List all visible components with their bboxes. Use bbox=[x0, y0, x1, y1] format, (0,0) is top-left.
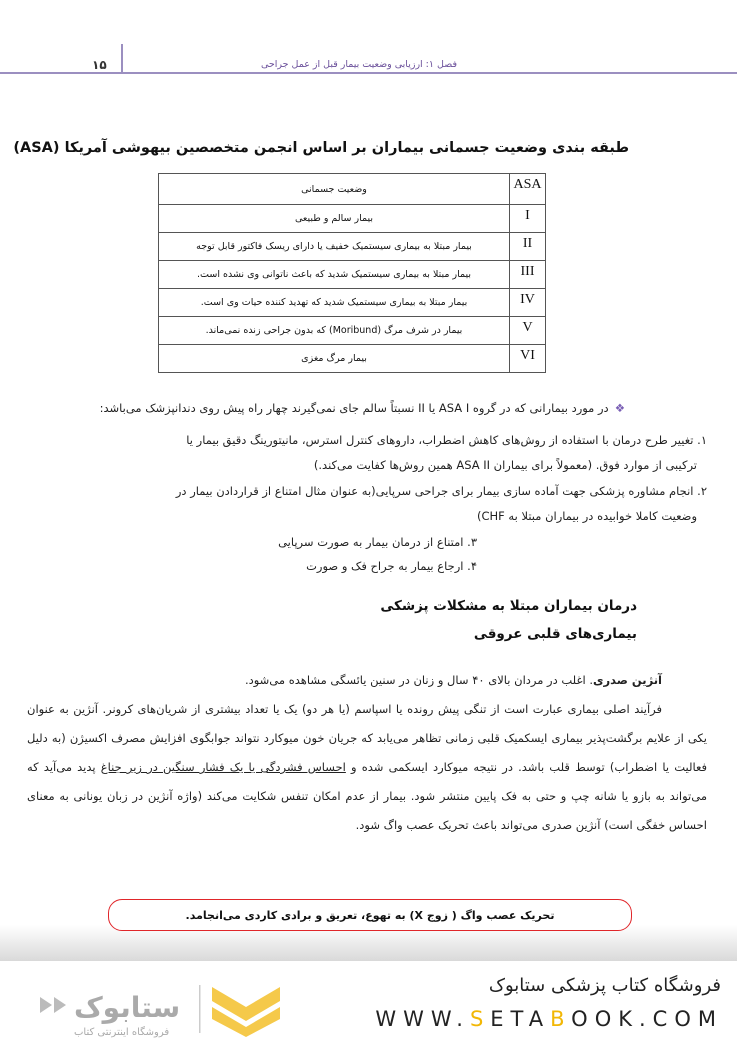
header-cell: ASA bbox=[510, 174, 546, 205]
list-item: ۳. امتناع از درمان بیمار به صورت سرپایی bbox=[278, 535, 477, 549]
table-row bbox=[159, 261, 546, 289]
header-rule bbox=[0, 72, 737, 74]
status-cell: بیمار مبتلا به بیماری سیستمیک خفیف یا دارای ریسک فاکتور قابل توجه bbox=[159, 233, 510, 261]
page-number: ۱۵ bbox=[92, 58, 107, 72]
table-row bbox=[159, 233, 546, 261]
status-cell: بیمار مبتلا به بیماری سیستمیک شدید که باعث ناتوانی وی نشده است. bbox=[159, 261, 510, 289]
table-row bbox=[159, 345, 546, 373]
list-item: ۲. انجام مشاوره پزشکی جهت آماده سازی بیمار برای جراحی سرپایی(به عنوان مثال امتناع از قراردادن بیمار در bbox=[175, 484, 707, 498]
list-item: وضعیت کاملا خوابیده در بیماران مبتلا به CHF) bbox=[476, 509, 697, 523]
asa-class: IV bbox=[510, 289, 546, 317]
status-cell: بیمار مبتلا به بیماری سیستمیک شدید که تهدید کننده حیات وی است. bbox=[159, 289, 510, 317]
shop-url[interactable]: WWW.SETABOOK.COM bbox=[375, 1007, 723, 1031]
body-paragraph: فرآیند اصلی بیماری عبارت است از تنگی پیش رونده یا اسپاسم (یا هر دو) یک یا تعداد بیشتری از شریان‌های کرونر. آنژین به عنوان یکی از علایم برگشت‌پذیر بیماری ایسکمیک قلبی زمانی تظاهر می‌یابد که جریان خون میوکارد نتواند جوابگوی افزایش مصرف اکسیژن (به دلیل فعالیت یا اضطراب) توسط قلب باشد. در نتیجه میوکارد ایسکمی شده و bbox=[27, 702, 708, 774]
term-angina: آنژین صدری bbox=[593, 673, 662, 687]
footer-banner bbox=[0, 961, 737, 1042]
header-cell: وضعیت جسمانی bbox=[159, 174, 510, 205]
callout-box: تحریک عصب واگ ( زوج X) به تهوع، تعریق و برادی کاردی می‌انجامد. bbox=[108, 899, 632, 931]
table-row bbox=[159, 205, 546, 233]
diamond-bullet-icon: ❖ bbox=[614, 401, 625, 415]
bullet-text: در مورد بیمارانی که در گروه ASA I یا II نسبتاً سالم جای نمی‌گیرند چهار راه پیش روی دندانپزشک می‌باشد: bbox=[99, 401, 609, 415]
status-cell: بیمار در شرف مرگ (Moribund) که بدون جراحی زنده نمی‌ماند. bbox=[159, 317, 510, 345]
heading-cardiovascular: بیماری‌های قلبی عروقی bbox=[473, 626, 637, 642]
chapter-title: فصل ۱: ارزیابی وضعیت بیمار قبل از عمل جراحی bbox=[260, 59, 457, 70]
header-divider bbox=[121, 44, 123, 74]
asa-table bbox=[158, 173, 546, 373]
shop-name: فروشگاه کتاب پزشکی ستابوک bbox=[488, 975, 721, 996]
underlined-text: احساس فشردگی یا یک فشار سنگین در زیر جناغ bbox=[100, 760, 346, 774]
table-header-row bbox=[159, 174, 546, 205]
bullet-paragraph bbox=[100, 401, 625, 415]
asa-class: VI bbox=[510, 345, 546, 373]
setabook-logo-icon bbox=[36, 979, 286, 1039]
table-row bbox=[159, 317, 546, 345]
heading-medical-problems: درمان بیماران مبتلا به مشکلات پزشکی bbox=[380, 598, 637, 614]
asa-class: III bbox=[510, 261, 546, 289]
list-item: ۴. ارجاع بیمار به جراح فک و صورت bbox=[306, 559, 477, 573]
logo-text: ستابوک bbox=[74, 991, 181, 1024]
list-item: ۱. تغییر طرح درمان با استفاده از روش‌های کاهش اضطراب، داروهای کنترل استرس، مانیتورینگ دقیق بیمار یا bbox=[186, 433, 707, 447]
list-item: ترکیبی از موارد فوق. (معمولاً برای بیماران ASA II همین روش‌ها کفایت می‌کند.) bbox=[313, 458, 697, 472]
asa-class: I bbox=[510, 205, 546, 233]
body-paragraph-end: پدید می‌آید که می‌تواند به بازو یا شانه چپ و حتی به فک پایین منتشر شود. بیمار از عدم امکان تنفس شکایت می‌کند (واژه آنژین در زبان یونانی به معنای احساس خفگی است) آنژین صدری می‌تواند باعث تحریک عصب واگ شود. bbox=[27, 760, 707, 832]
status-cell: بیمار مرگ مغزی bbox=[159, 345, 510, 373]
body-line: . اغلب در مردان بالای ۴۰ سال و زنان در سنین یائسگی مشاهده می‌شود. bbox=[244, 673, 593, 687]
status-cell: بیمار سالم و طبیعی bbox=[159, 205, 510, 233]
asa-class: V bbox=[510, 317, 546, 345]
body-text bbox=[27, 666, 707, 840]
section-title: طبقه بندی وضعیت جسمانی بیماران بر اساس انجمن متخصصین بیهوشی آمریکا (ASA) bbox=[13, 140, 629, 156]
logo-subtext: فروشگاه اینترنتی کتاب bbox=[74, 1027, 170, 1038]
asa-class: II bbox=[510, 233, 546, 261]
table-row bbox=[159, 289, 546, 317]
